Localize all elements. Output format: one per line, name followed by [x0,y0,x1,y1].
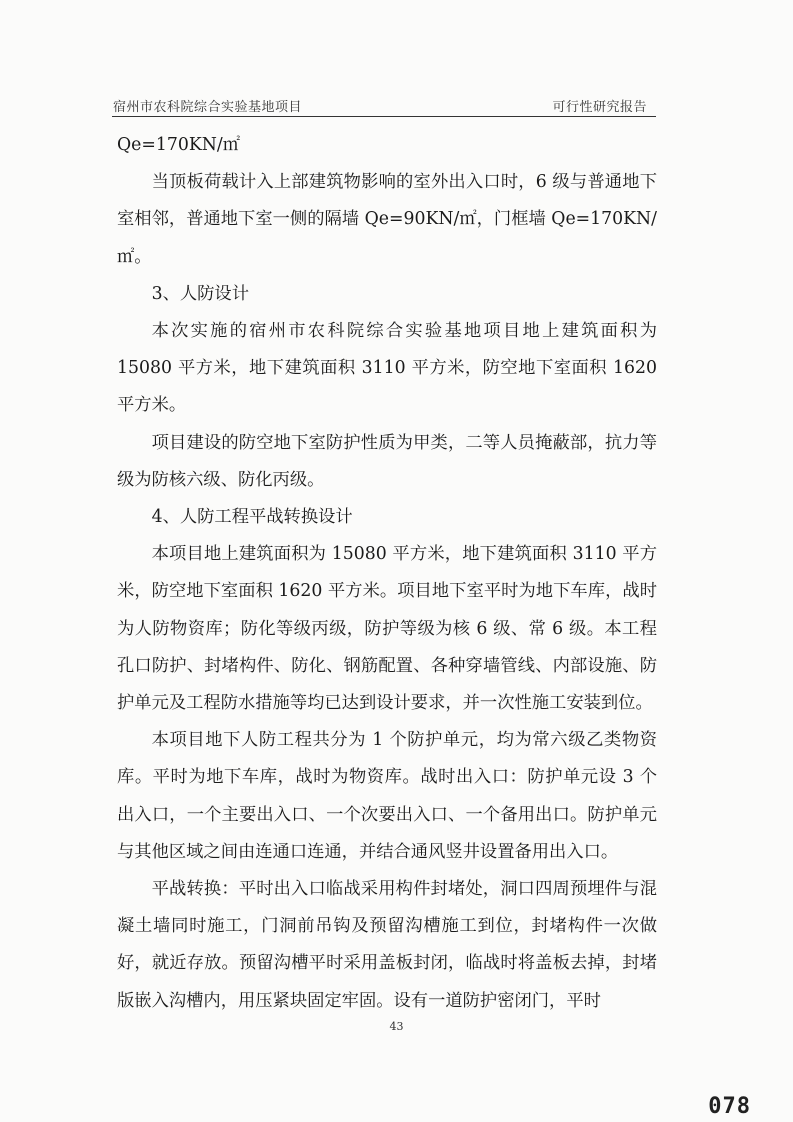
paragraph: 平战转换：平时出入口临战采用构件封堵处，洞口四周预埋件与混凝土墙同时施工，门洞前吊钩及预留沟槽施工到位，封堵构件一次做好，就近存放。预留沟槽平时采用盖板封闭，临战时将盖板去掉，封堵版嵌入沟槽内，用压紧块固定牢固。设有一道防护密闭门，平时 [117,879,657,1011]
page-number: 43 [389,1020,404,1033]
header-report-type: 可行性研究报告 [552,100,647,115]
paragraph: 项目建设的防空地下室防护性质为甲类，二等人员掩蔽部，抗力等级为防核六级、防化丙级。 [117,432,657,490]
stamp-number: 078 [708,1094,751,1119]
paragraph-formula: Qe=170KN/㎡ [117,135,240,155]
paragraph: 当顶板荷载计入上部建筑物影响的室外出入口时，6 级与普通地下室相邻，普通地下室一侧的隔墙 Qe=90KN/㎡，门框墙 Qe=170KN/㎡。 [117,172,657,267]
document-body [117,127,657,1020]
paragraph: 本项目地上建筑面积为 15080 平方米，地下建筑面积 3110 平方米，防空地下室面积 1620 平方米。项目地下室平时为地下车库，战时为人防物资库；防化等级丙级，防护等级为核 6 级、常 6 级。本工程孔口防护、封堵构件、防化、钢筋配置、各种穿墙管线、内部设施、防护单元及工程防水措施等均已达到设计要求，并一次性施工安装到位。 [117,544,657,714]
header-project-title: 宿州市农科院综合实验基地项目 [113,100,303,115]
paragraph: 本次实施的宿州市农科院综合实验基地项目地上建筑面积为 15080 平方米，地下建筑面积 3110 平方米，防空地下室面积 1620 平方米。 [117,321,657,416]
section-heading: 3、人防设计 [151,283,249,304]
header-divider [112,116,656,117]
section-heading: 4、人防工程平战转换设计 [151,507,353,528]
paragraph: 本项目地下人防工程共分为 1 个防护单元，均为常六级乙类物资库。平时为地下车库，战时为物资库。战时出入口：防护单元设 3 个出入口，一个主要出入口、一个次要出入口、一个备用出口。防护单元与其他区域之间由连通口连通，并结合通风竖井设置备用出入口。 [117,730,657,862]
